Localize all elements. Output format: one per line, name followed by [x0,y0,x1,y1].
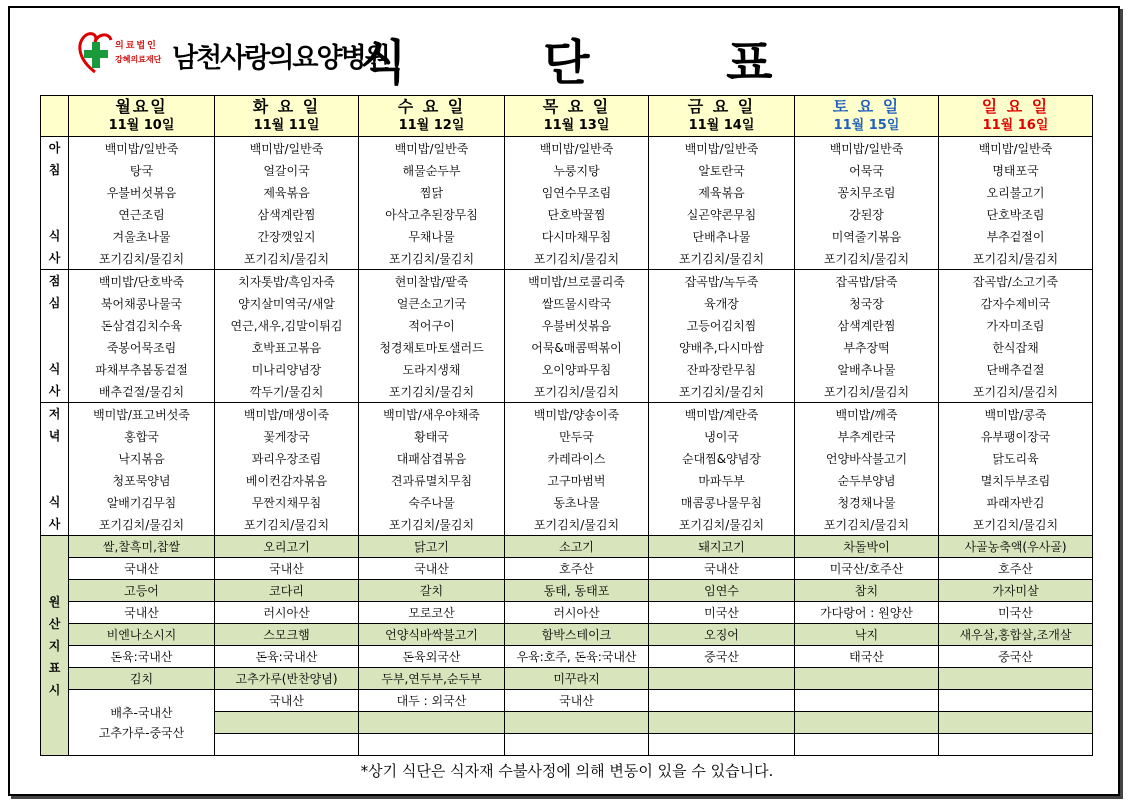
menu-item: 꽃게장국 [215,425,359,447]
menu-item: 백미밥/일반죽 [795,137,939,160]
meal-row [41,491,1093,513]
origin-cell: 러시아산 [215,602,359,624]
day-date: 11월 14일 [688,118,755,133]
meal-label-char: 식 [48,229,61,243]
day-date: 11월 16일 [982,118,1049,133]
menu-item: 무짠지채무침 [215,491,359,513]
origin-label-char: 지 [48,638,61,653]
meal-label-char: 사 [48,384,61,398]
day-date: 11월 10일 [108,118,175,133]
origin-cell: 국내산 [69,602,215,624]
origin-cell [939,734,1093,756]
menu-item: 포기김치/물김치 [649,513,795,536]
meal-label-char [41,336,68,358]
menu-item: 치자톳밥/흑임자죽 [215,270,359,293]
origin-cell: 돈육:국내산 [69,646,215,668]
menu-item: 대패삼겹볶음 [359,447,505,469]
origin-cell: 임연수 [649,580,795,602]
menu-item: 알토란국 [649,159,795,181]
menu-item: 해물순두부 [359,159,505,181]
origin-cell: 호주산 [939,558,1093,580]
meal-label-char: 침 [48,163,61,177]
meal-row [41,513,1093,536]
menu-item: 견과류멸치무침 [359,469,505,491]
origin-row [41,602,1093,624]
menu-item: 부추겉절이 [939,225,1093,247]
menu-item: 백미밥/새우야채죽 [359,403,505,426]
origin-bottom-note [69,690,215,756]
menu-item: 임연수무조림 [505,181,649,203]
menu-item: 잔파장란무침 [649,358,795,380]
menu-item: 포기김치/물김치 [215,513,359,536]
origin-cell: 쌀,찰흑미,찹쌀 [69,536,215,558]
menu-item: 만두국 [505,425,649,447]
menu-item: 백미밥/매생이죽 [215,403,359,426]
menu-item: 부추장떡 [795,336,939,358]
footer-note: *상기 식단은 식자재 수불사정에 의해 변동이 있을 수 있습니다. [360,762,774,780]
origin-cell [215,712,359,734]
menu-item: 죽봉어묵조림 [69,336,215,358]
meal-label-char [41,181,68,203]
origin-cell [359,712,505,734]
menu-item: 포기김치/물김치 [939,380,1093,403]
menu-item: 우불버섯볶음 [505,314,649,336]
origin-label-char: 시 [48,682,61,697]
origin-cell: 돼지고기 [649,536,795,558]
menu-item: 강된장 [795,203,939,225]
hospital-cross-icon [75,28,115,78]
origin-cell: 두부,연두부,순두부 [359,668,505,690]
origin-cell: 중국산 [649,646,795,668]
meal-row [41,270,1093,293]
origin-cell [939,668,1093,690]
origin-cell: 대두 : 외국산 [359,690,505,712]
meal-label-char [41,314,68,336]
menu-item: 우불버섯볶음 [69,181,215,203]
meal-row [41,469,1093,491]
day-header [939,96,1093,137]
origin-row [41,690,1093,712]
menu-item: 멸치두부조림 [939,469,1093,491]
origin-row [41,624,1093,646]
meal-label-char: 저 [48,407,61,421]
origin-cell [795,690,939,712]
origin-cell: 돈육:국내산 [215,646,359,668]
origin-row [41,646,1093,668]
origin-cell [215,734,359,756]
hospital-name: 남천사랑의요양병원 [172,43,389,74]
day-header [505,96,649,137]
menu-item: 포기김치/물김치 [649,380,795,403]
menu-item: 순대찜&양념장 [649,447,795,469]
origin-cell: 호주산 [505,558,649,580]
origin-cell: 가자미살 [939,580,1093,602]
menu-item: 단호박꿀찜 [505,203,649,225]
origin-cell: 중국산 [939,646,1093,668]
origin-cell [795,712,939,734]
menu-item: 포기김치/물김치 [649,247,795,270]
menu-item: 언양바삭불고기 [795,447,939,469]
meal-row [41,159,1093,181]
menu-item: 고구마범벅 [505,469,649,491]
meal-row [41,425,1093,447]
origin-row [41,668,1093,690]
origin-cell: 닭고기 [359,536,505,558]
menu-item: 유부팽이장국 [939,425,1093,447]
menu-item: 어묵&매콤떡볶이 [505,336,649,358]
menu-item: 백미밥/계란죽 [649,403,795,426]
menu-item: 매콤콩나물무침 [649,491,795,513]
menu-item: 누룽지탕 [505,159,649,181]
menu-item: 알배추나물 [795,358,939,380]
menu-item: 황태국 [359,425,505,447]
menu-item: 삼색계란찜 [215,203,359,225]
menu-item: 백미밥/깨죽 [795,403,939,426]
menu-item: 깍두기/물김치 [215,380,359,403]
menu-item: 포기김치/물김치 [69,513,215,536]
origin-cell: 국내산 [215,690,359,712]
menu-item: 청경채토마토샐러드 [359,336,505,358]
menu-item: 포기김치/물김치 [795,247,939,270]
origin-cell [939,712,1093,734]
menu-item: 포기김치/물김치 [359,247,505,270]
menu-item: 겨울초나물 [69,225,215,247]
menu-item: 홍합국 [69,425,215,447]
menu-item: 명태포국 [939,159,1093,181]
menu-item: 백미밥/일반죽 [649,137,795,160]
menu-item: 닭도리육 [939,447,1093,469]
menu-item: 베이컨감자볶음 [215,469,359,491]
menu-item: 포기김치/물김치 [505,513,649,536]
menu-item: 제육볶음 [215,181,359,203]
origin-cell: 가다랑어 : 원양산 [795,602,939,624]
menu-item: 도라지생채 [359,358,505,380]
menu-item: 잡곡밥/녹두죽 [649,270,795,293]
origin-cell: 갈치 [359,580,505,602]
menu-item: 북어채콩나물국 [69,292,215,314]
meal-label-char [41,469,68,491]
menu-item: 양배추,다시마쌈 [649,336,795,358]
menu-item: 청경채나물 [795,491,939,513]
day-name: 금 요 일 [687,97,756,116]
origin-cell: 새우살,홍합살,조개살 [939,624,1093,646]
menu-item: 백미밥/일반죽 [359,137,505,160]
menu-item: 미역줄기볶음 [795,225,939,247]
origin-cell [795,668,939,690]
menu-item: 미나리양념장 [215,358,359,380]
meal-row [41,447,1093,469]
menu-item: 백미밥/양송이죽 [505,403,649,426]
meal-row [41,247,1093,270]
menu-item: 아삭고추된장무침 [359,203,505,225]
menu-item: 알배기김무침 [69,491,215,513]
menu-item: 간장깻잎지 [215,225,359,247]
menu-item: 포기김치/물김치 [69,247,215,270]
menu-item: 백미밥/일반죽 [215,137,359,160]
menu-item: 포기김치/물김치 [505,247,649,270]
meal-label-char: 사 [48,517,61,531]
menu-item: 양지살미역국/새알 [215,292,359,314]
menu-item: 백미밥/일반죽 [939,137,1093,160]
origin-cell: 비엔나소시지 [69,624,215,646]
menu-item: 백미밥/단호박죽 [69,270,215,293]
day-header [795,96,939,137]
menu-item: 다시마채무침 [505,225,649,247]
origin-cell: 국내산 [215,558,359,580]
menu-item: 연근,새우,김말이튀김 [215,314,359,336]
origin-label-char: 산 [48,616,61,631]
origin-cell: 사골농축액(우사골) [939,536,1093,558]
origin-cell [649,690,795,712]
menu-item: 청포묵양념 [69,469,215,491]
origin-cell: 오징어 [649,624,795,646]
menu-item: 제육볶음 [649,181,795,203]
day-header [359,96,505,137]
origin-cell: 참치 [795,580,939,602]
day-name: 화 요 일 [252,97,321,116]
menu-item: 백미밥/브로콜리죽 [505,270,649,293]
menu-item: 단배추나물 [649,225,795,247]
origin-cell: 국내산 [505,690,649,712]
menu-item: 포기김치/물김치 [359,513,505,536]
menu-item: 꽁치무조림 [795,181,939,203]
origin-cell: 오리고기 [215,536,359,558]
day-date: 11월 13일 [543,118,610,133]
origin-cell: 함박스테이크 [505,624,649,646]
day-name: 토 요 일 [832,97,901,116]
meal-label [41,137,69,270]
menu-item: 삼색계란찜 [795,314,939,336]
menu-item: 마파두부 [649,469,795,491]
menu-item: 육개장 [649,292,795,314]
menu-item: 쌀뜨물시락국 [505,292,649,314]
origin-cell [649,668,795,690]
menu-item: 단배추겉절 [939,358,1093,380]
day-date: 11월 15일 [833,118,900,133]
origin-cell: 미국산/호주산 [795,558,939,580]
day-name: 수 요 일 [397,97,466,116]
menu-item: 부추계란국 [795,425,939,447]
menu-item: 잡곡밥/닭죽 [795,270,939,293]
menu-item: 포기김치/물김치 [939,247,1093,270]
menu-item: 얼갈이국 [215,159,359,181]
day-name: 월요일 [115,97,168,116]
menu-item: 실곤약콘무침 [649,203,795,225]
menu-item: 잡곡밥/소고기죽 [939,270,1093,293]
origin-cell: 국내산 [649,558,795,580]
meal-label-char: 심 [48,296,61,310]
menu-item: 카레라이스 [505,447,649,469]
origin-cell: 소고기 [505,536,649,558]
day-name: 목 요 일 [542,97,611,116]
origin-cell: 미꾸라지 [505,668,649,690]
menu-item: 냉이국 [649,425,795,447]
menu-item: 백미밥/콩죽 [939,403,1093,426]
origin-cell [505,712,649,734]
menu-item: 포기김치/물김치 [215,247,359,270]
origin-cell: 언양식바싹불고기 [359,624,505,646]
menu-item: 호박표고볶음 [215,336,359,358]
day-header [649,96,795,137]
menu-item: 백미밥/표고버섯죽 [69,403,215,426]
menu-table [40,95,1093,756]
day-header-row [41,96,1093,137]
origin-cell: 김치 [69,668,215,690]
origin-row [41,580,1093,602]
meal-label-char [41,203,68,225]
origin-row [41,536,1093,558]
menu-item: 백미밥/일반죽 [69,137,215,160]
origin-cell [795,734,939,756]
menu-item: 얼큰소고기국 [359,292,505,314]
day-date: 11월 11일 [253,118,320,133]
origin-cell [505,734,649,756]
menu-item: 청국장 [795,292,939,314]
origin-label-char: 원 [48,594,61,609]
menu-item: 포기김치/물김치 [795,380,939,403]
origin-label [41,536,69,756]
day-header [69,96,215,137]
menu-item: 포기김치/물김치 [939,513,1093,536]
menu-item: 배추겉절/물김치 [69,380,215,403]
meal-label-char: 사 [48,251,61,265]
page-title: 식 단 표 [360,35,833,91]
origin-cell: 국내산 [359,558,505,580]
menu-item: 찜닭 [359,181,505,203]
meal-row [41,380,1093,403]
menu-item: 고등어김치찜 [649,314,795,336]
menu-item: 가자미조림 [939,314,1093,336]
menu-item: 탕국 [69,159,215,181]
menu-item: 무채나물 [359,225,505,247]
origin-cell: 고등어 [69,580,215,602]
menu-item: 꽈리우장조림 [215,447,359,469]
menu-item: 연근조림 [69,203,215,225]
origin-cell [359,734,505,756]
hospital-logo [75,28,389,84]
menu-item: 적어구이 [359,314,505,336]
origin-cell: 미국산 [939,602,1093,624]
menu-item: 낙지볶음 [69,447,215,469]
meal-label-char: 식 [48,495,61,509]
meal-row [41,225,1093,247]
origin-cell: 낙지 [795,624,939,646]
origin-row [41,558,1093,580]
menu-item: 숙주나물 [359,491,505,513]
meal-row [41,314,1093,336]
origin-cell [939,690,1093,712]
origin-cell: 고추가루(반찬양념) [215,668,359,690]
origin-cell: 스모크햄 [215,624,359,646]
origin-cell: 돈육외국산 [359,646,505,668]
menu-item: 순두부양념 [795,469,939,491]
meal-row [41,137,1093,160]
header-corner [41,96,69,137]
meal-row [41,358,1093,380]
meal-row [41,292,1093,314]
meal-label-char: 아 [48,141,61,155]
origin-cell: 모로코산 [359,602,505,624]
menu-item: 파채부추봄동겉절 [69,358,215,380]
menu-item: 포기김치/물김치 [359,380,505,403]
menu-item: 오리불고기 [939,181,1093,203]
meal-row [41,203,1093,225]
menu-item: 파래자반김 [939,491,1093,513]
menu-item: 포기김치/물김치 [795,513,939,536]
menu-item: 백미밥/일반죽 [505,137,649,160]
menu-item: 어묵국 [795,159,939,181]
day-name: 일 요 일 [981,97,1050,116]
origin-note-line: 고추가루-중국산 [98,725,185,740]
menu-item: 오이양파무침 [505,358,649,380]
origin-label-char: 표 [48,660,61,675]
origin-cell: 러시아산 [505,602,649,624]
meal-row [41,403,1093,426]
meal-label [41,403,69,536]
origin-cell [649,712,795,734]
origin-note-line: 배추-국내산 [110,705,173,720]
origin-cell: 코다리 [215,580,359,602]
menu-item: 한식잡채 [939,336,1093,358]
origin-cell: 동태, 동태포 [505,580,649,602]
menu-item: 감자수제비국 [939,292,1093,314]
meal-label-char: 식 [48,362,61,376]
menu-item: 현미찰밥/팥죽 [359,270,505,293]
meal-label-char [41,447,68,469]
menu-item: 포기김치/물김치 [505,380,649,403]
origin-cell: 미국산 [649,602,795,624]
day-header [215,96,359,137]
origin-cell: 국내산 [69,558,215,580]
origin-cell: 태국산 [795,646,939,668]
meal-label-char: 녁 [48,429,61,443]
hospital-foundation: 강혜의료재단 [115,55,162,64]
origin-cell [649,734,795,756]
meal-label [41,270,69,403]
meal-row [41,336,1093,358]
origin-cell: 차돌박이 [795,536,939,558]
menu-item: 동초나물 [505,491,649,513]
menu-item: 단호박조림 [939,203,1093,225]
meal-row [41,181,1093,203]
menu-item: 돈삼겹김치수육 [69,314,215,336]
origin-cell: 우육:호주, 돈육:국내산 [505,646,649,668]
hospital-subtitle: 의료법인 [115,41,158,51]
day-date: 11월 12일 [398,118,465,133]
meal-label-char: 점 [48,274,61,288]
